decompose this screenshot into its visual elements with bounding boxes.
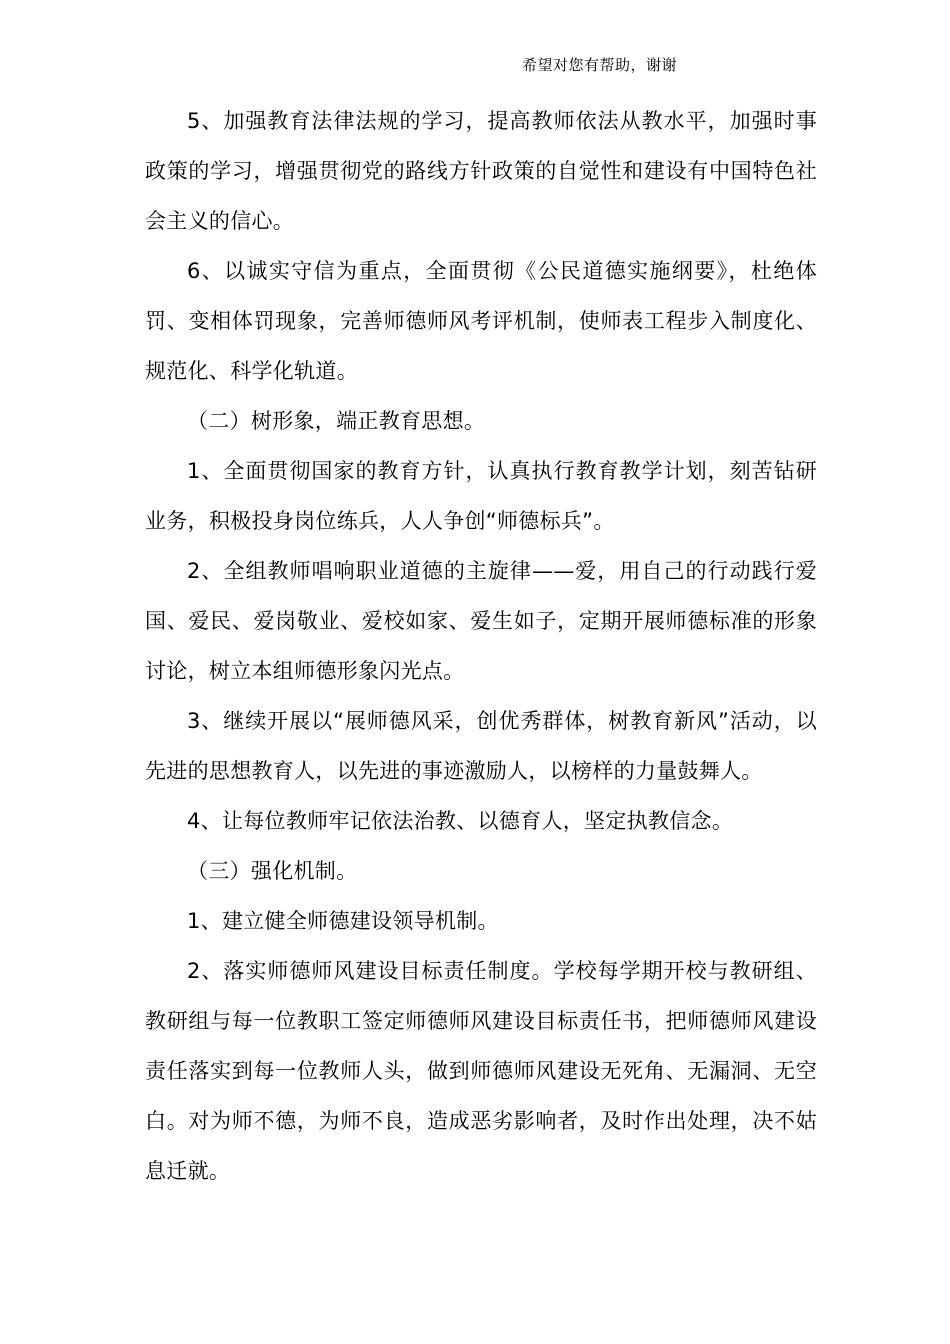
- paragraph-item-4: 4、让每位教师牢记依法治教、以德育人，坚定执教信念。: [187, 809, 734, 833]
- paragraph-item-3: 3、继续开展以“展师德风采，创优秀群体，树教育新风”活动，以先进的思想教育人，以先进的事迹激励人，以榜样的力量鼓舞人。: [145, 709, 817, 783]
- document-body: [145, 96, 817, 1196]
- section-heading-2: （二）树形象，端正教育思想。: [187, 409, 486, 433]
- paragraph-item-5: 5、加强教育法律法规的学习，提高教师依法从教水平，加强时事政策的学习，增强贯彻党的路线方针政策的自觉性和建设有中国特色社会主义的信心。: [145, 109, 817, 233]
- paragraph-item-1: 1、全面贯彻国家的教育方针，认真执行教育教学计划，刻苦钻研业务，积极投身岗位练兵，人人争创“师德标兵”。: [145, 459, 817, 533]
- paragraph-item-6: 6、以诚实守信为重点，全面贯彻《公民道德实施纲要》，杜绝体罚、变相体罚现象，完善师德师风考评机制，使师表工程步入制度化、规范化、科学化轨道。: [145, 259, 817, 383]
- paragraph-mechanism-1: 1、建立健全师德建设领导机制。: [187, 909, 499, 933]
- page-header-note: 希望对您有帮助，谢谢: [522, 56, 678, 74]
- section-heading-3: （三）强化机制。: [187, 859, 358, 883]
- paragraph-item-2: 2、全组教师唱响职业道德的主旋律——爱，用自己的行动践行爱国、爱民、爱岗敬业、爱校如家、爱生如子，定期开展师德标准的形象讨论，树立本组师德形象闪光点。: [145, 559, 817, 683]
- paragraph-mechanism-2: 2、落实师德师风建设目标责任制度。学校每学期开校与教研组、教研组与每一位教职工签定师德师风建设目标责任书，把师德师风建设责任落实到每一位教师人头，做到师德师风建设无死角、无漏洞、无空白。对为师不德，为师不良，造成恶劣影响者，及时作出处理，决不姑息迁就。: [145, 959, 817, 1183]
